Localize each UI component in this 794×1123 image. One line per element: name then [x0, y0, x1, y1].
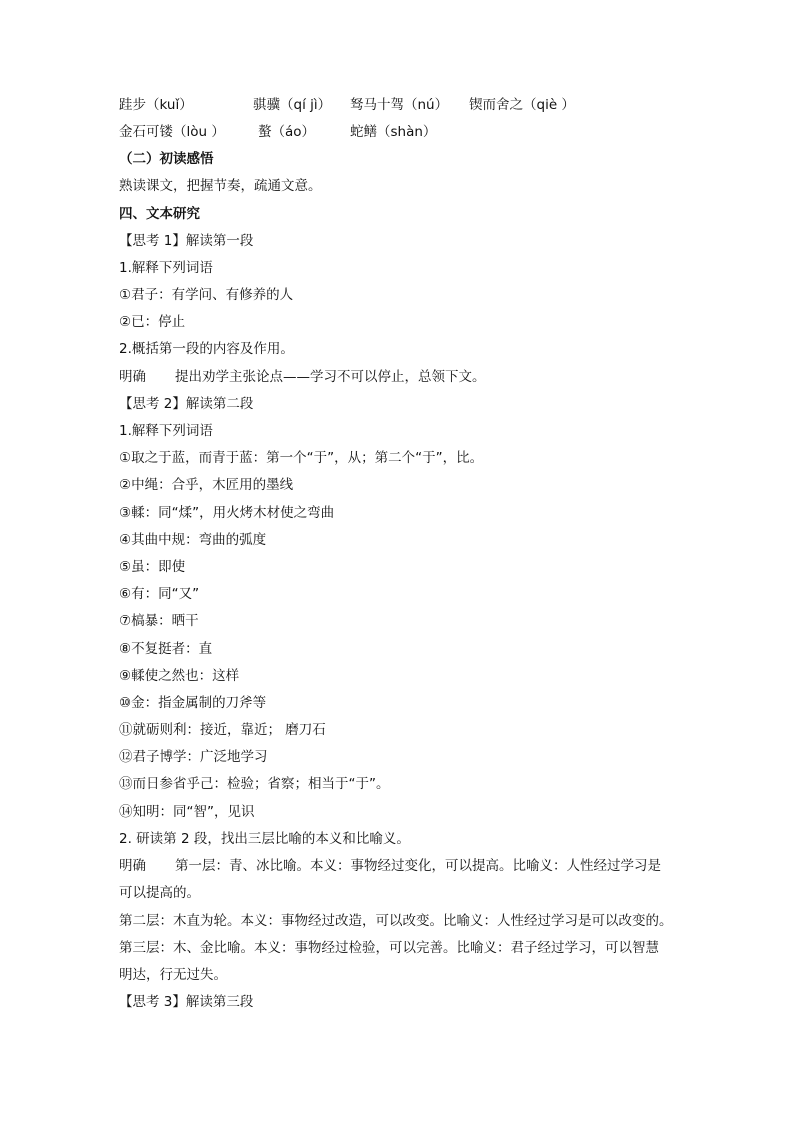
paragraph-text: 熟读课文，把握节奏，疏通文意。: [119, 178, 322, 194]
vocab-item: ①取之于蓝，而青于蓝：第一个“于”，从；第二个“于”，比。: [119, 450, 484, 466]
vocab-item: ③輮：同“煣”，用火烤木材使之弯曲: [119, 505, 335, 521]
pronunciation-item: 蛇鳝（shàn）: [350, 124, 437, 140]
pronunciation-row-2: [119, 123, 679, 141]
answer-text: [119, 857, 661, 875]
vocab-item: ④其曲中规：弯曲的弧度: [119, 532, 267, 548]
answer-text: 明达，行无过失。: [119, 967, 227, 983]
vocab-item: ⑭知明：同“智”，见识: [119, 804, 255, 820]
answer-text: [119, 368, 486, 386]
answer-content: 第一层：青、冰比喻。本义：事物经过变化，可以提高。比喻义：人性经过学习是: [175, 858, 661, 874]
answer-label: 明确: [119, 858, 146, 874]
answer-text: 可以提高的。: [119, 885, 200, 901]
think-1-title: 【思考 1】解读第一段: [119, 233, 254, 249]
think-2-title: 【思考 2】解读第二段: [119, 396, 254, 412]
pronunciation-item: 跬步（kuǐ）: [119, 97, 193, 113]
pronunciation-item: 锲而舍之（qiè ）: [469, 97, 575, 113]
vocab-item: ⑪就砺则利：接近，靠近； 磨刀石: [119, 722, 326, 738]
think-3-title: 【思考 3】解读第三段: [119, 994, 254, 1010]
section-heading-text-study: 四、文本研究: [119, 206, 200, 222]
vocab-item: ②中绳：合乎，木匠用的墨线: [119, 477, 294, 493]
question-text: 1.解释下列词语: [119, 260, 213, 276]
vocab-item: ⑫君子博学：广泛地学习: [119, 749, 268, 765]
vocab-item: ⑨輮使之然也：这样: [119, 668, 240, 684]
vocab-item: ②已：停止: [119, 314, 186, 330]
question-text: 1.解释下列词语: [119, 423, 213, 439]
vocab-item: ⑤虽：即使: [119, 559, 186, 575]
answer-text: 第二层：木直为轮。本义：事物经过改造，可以改变。比喻义：人性经过学习是可以改变的。: [119, 913, 673, 929]
question-text: 2. 研读第 2 段，找出三层比喻的本义和比喻义。: [119, 831, 410, 847]
vocab-item: ⑬而日参省乎己：检验；省察；相当于“于”。: [119, 776, 390, 792]
question-text: 2.概括第一段的内容及作用。: [119, 341, 294, 357]
pronunciation-item: 螯（áo）: [258, 124, 316, 140]
pronunciation-row-1: [119, 96, 679, 114]
pronunciation-item: 驽马十驾（nú）: [350, 97, 449, 113]
vocab-item: ⑧不复挺者：直: [119, 641, 213, 657]
pronunciation-item: 金石可镂（lòu ）: [119, 124, 225, 140]
vocab-item: ⑦槁暴：晒干: [119, 613, 199, 629]
vocab-item: ⑩金：指金属制的刀斧等: [119, 695, 267, 711]
vocab-item: ①君子：有学问、有修养的人: [119, 287, 294, 303]
answer-label: 明确: [119, 369, 146, 385]
vocab-item: ⑥有：同“又”: [119, 586, 200, 602]
answer-text: 第三层：木、金比喻。本义：事物经过检验，可以完善。比喻义：君子经过学习，可以智慧: [119, 940, 659, 956]
section-heading-reading: （二）初读感悟: [119, 151, 214, 167]
pronunciation-item: 骐骥（qí jì）: [253, 97, 332, 113]
answer-content: 提出劝学主张论点——学习不可以停止，总领下文。: [175, 369, 486, 385]
